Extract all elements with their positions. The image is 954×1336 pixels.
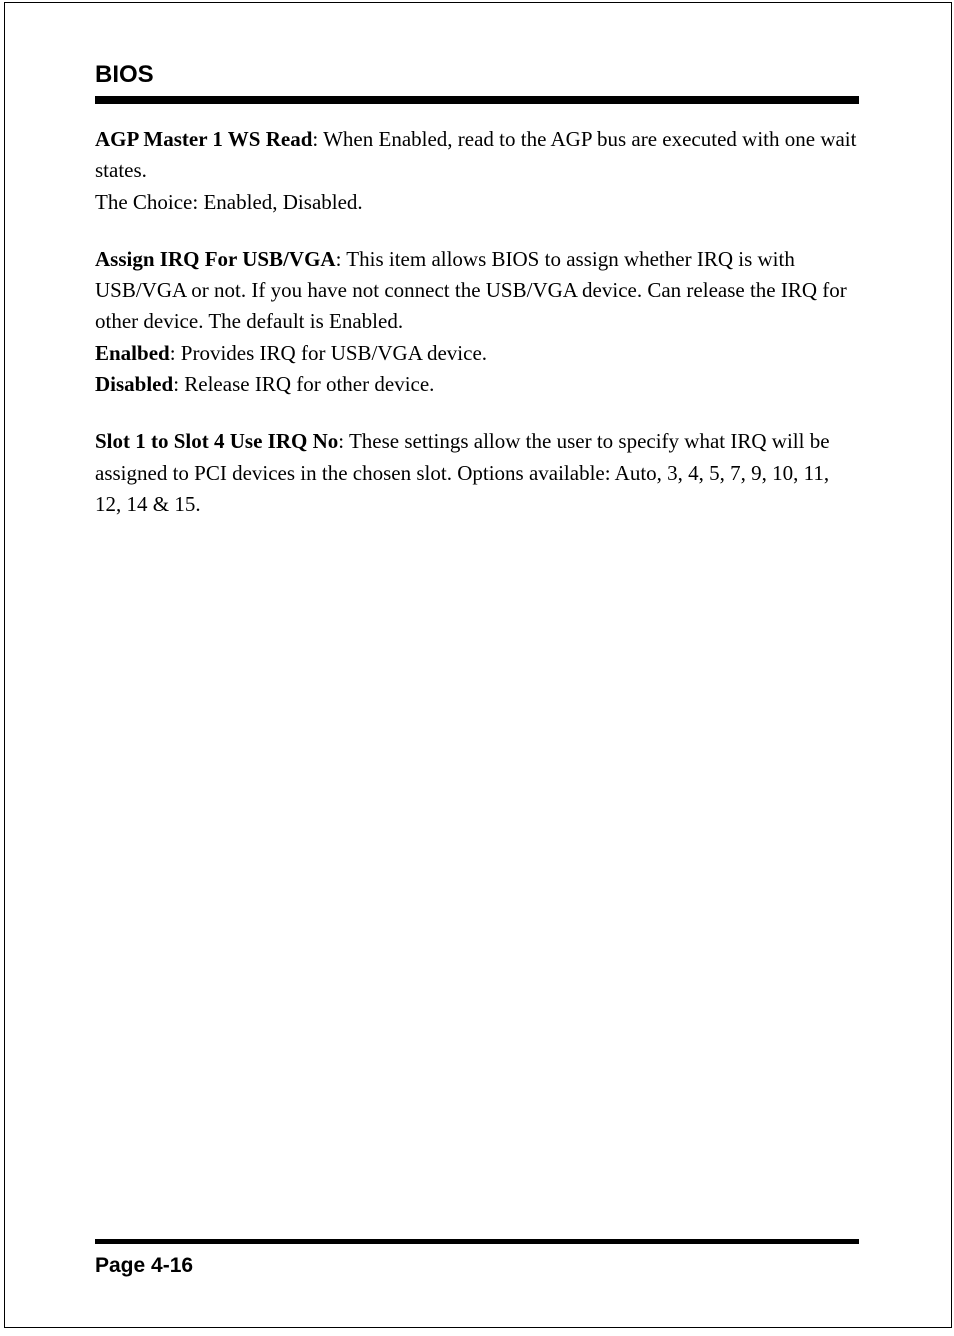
section-slot-irq (95, 426, 859, 520)
section-paragraph (95, 426, 859, 520)
option-term: Enalbed (95, 340, 170, 365)
page-number: Page 4-16 (95, 1254, 194, 1277)
header-rule (95, 96, 859, 104)
option-description: : Release IRQ for other device. (173, 372, 435, 397)
section-choice: The Choice: Enabled, Disabled. (95, 189, 363, 214)
section-term: AGP Master 1 WS Read (95, 127, 313, 151)
option-term: Disabled (95, 372, 174, 397)
option-line (95, 369, 859, 400)
page-header-title: BIOS (95, 61, 154, 88)
section-description: : These settings allow the user to specify what IRQ will be assigned to PCI devices in the chosen slot. Options available: Auto, 3, 4, 5, 7, 9, 10, 11, 12, 14 & 15. (95, 429, 830, 516)
section-paragraph (95, 244, 859, 338)
footer-rule (95, 1239, 859, 1244)
section-term: Assign IRQ For USB/VGA (95, 246, 336, 271)
section-description: : This item allows BIOS to assign whether IRQ is with USB/VGA or not. If you have not connect the USB/VGA device. Can release the IRQ for other device. The default is Enabled. (95, 246, 847, 334)
option-description: : Provides IRQ for USB/VGA device. (169, 340, 488, 365)
section-assign-irq (95, 244, 859, 400)
section-description: : When Enabled, read to the AGP bus are executed with one wait states. (95, 127, 857, 183)
section-paragraph (95, 124, 859, 187)
option-line (95, 338, 859, 369)
section-term: Slot 1 to Slot 4 Use IRQ No (95, 429, 339, 454)
document-body (95, 124, 859, 546)
section-agp-master (95, 124, 859, 218)
